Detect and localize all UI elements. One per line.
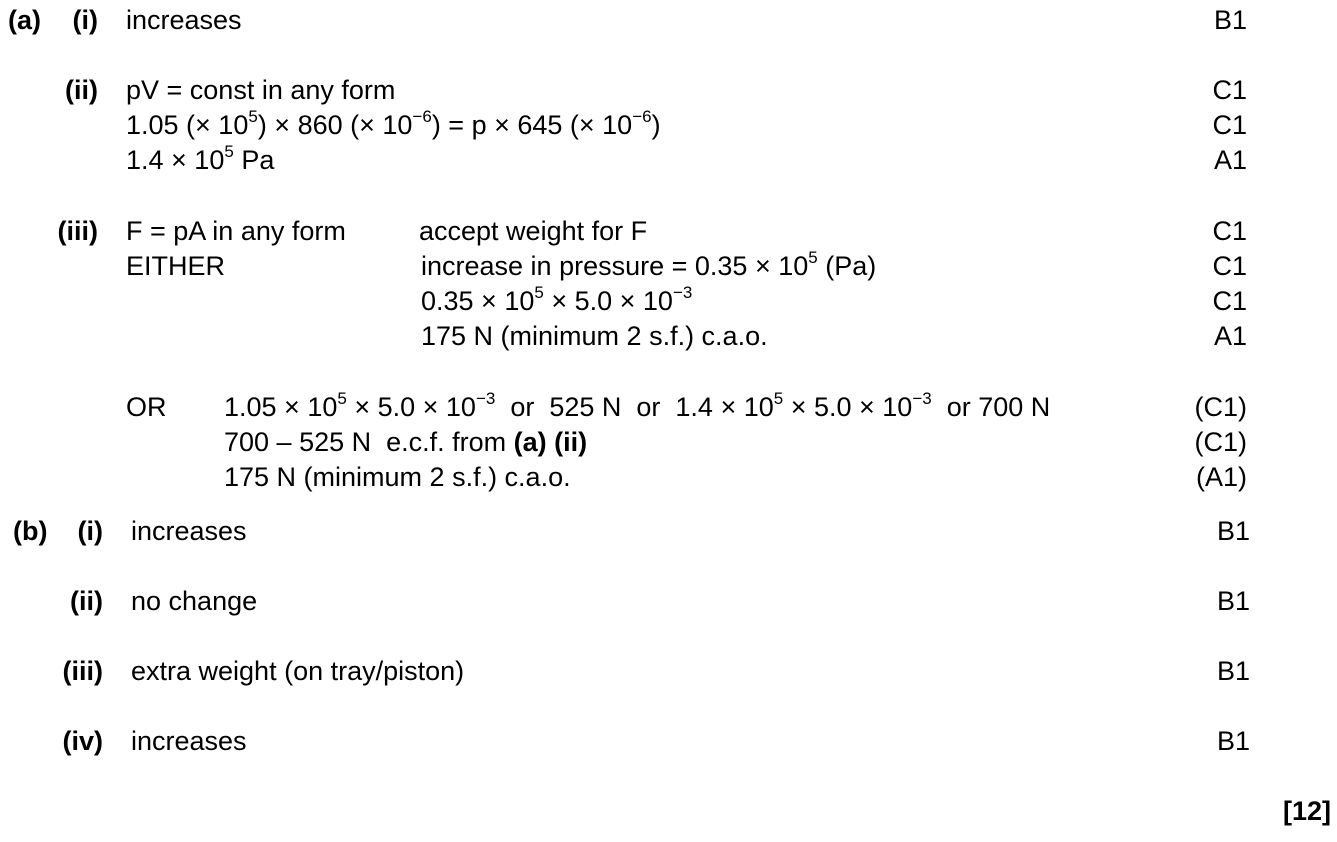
part-a-iii-or2-mark: (C1) — [1194, 427, 1247, 457]
part-b-ii-answer: no change — [131, 586, 258, 616]
part-b-i-label: (i) — [77, 516, 103, 546]
part-a-iii-either2-mark: C1 — [1212, 286, 1247, 316]
part-a-iii-either3-mark: A1 — [1213, 321, 1247, 351]
part-b-ii-mark: B1 — [1216, 586, 1250, 616]
part-a-i-mark: B1 — [1213, 5, 1247, 35]
part-a-ii-line1-mark: C1 — [1212, 75, 1247, 105]
part-a-ii-result: $1.4 \times 10^5$ Pa — [126, 142, 275, 175]
part-a-iii-line1-note: accept weight for F — [419, 216, 648, 246]
part-b-iv-mark: B1 — [1216, 726, 1250, 756]
part-a-iii-or-line2: 700 – 525 N e.c.f. from (a) (ii) — [224, 427, 588, 457]
part-b-iii-answer: extra weight (on tray/piston) — [131, 656, 465, 686]
part-b-iii-mark: B1 — [1216, 656, 1250, 686]
part-a-ii-line2-mark: C1 — [1212, 110, 1247, 140]
part-a-iii-line1-mark: C1 — [1212, 216, 1247, 246]
total-marks: [12] — [1282, 796, 1331, 826]
part-a-i-answer: increases — [126, 5, 242, 35]
part-a-iii-either-line1: increase in pressure = $0.35 \times 10^5$ (Pa) — [421, 248, 877, 281]
part-a-iii-or3-mark: (A1) — [1195, 462, 1247, 492]
part-b-label: (b) — [13, 516, 48, 546]
part-a-iii-or-label: OR — [126, 392, 167, 422]
part-a-iii-or-line3: 175 N (minimum 2 s.f.) c.a.o. — [224, 462, 571, 492]
part-b-i-answer: increases — [131, 516, 247, 546]
part-a-iii-label: (iii) — [57, 216, 98, 246]
part-a-iii-either-label: EITHER — [126, 251, 226, 281]
part-b-iv-answer: increases — [131, 726, 247, 756]
part-a-ii-line3-mark: A1 — [1213, 145, 1247, 175]
part-a-ii-line1: pV = const in any form — [126, 75, 396, 105]
part-a-ii-equation: 1.05 (× $10^5) \times 860$ (× $10^{-6}) = p \times 645$ (× $10^{-6}$) — [126, 107, 661, 140]
part-a-iii-either-line3: 175 N (minimum 2 s.f.) c.a.o. — [421, 321, 768, 351]
part-b-iii-label: (iii) — [62, 656, 103, 686]
part-a-label: (a) — [8, 5, 41, 35]
part-b-iv-label: (iv) — [62, 726, 103, 756]
part-a-iii-or-line1: $1.05 \times 10^5 \times 5.0 \times 10^{-3}$ or 525 N or $1.4 \times 10^5 \times 5.0 \times 10^{-3}$ or 700 N — [224, 389, 1051, 422]
part-a-iii-or1-mark: (C1) — [1194, 392, 1247, 422]
part-b-i-mark: B1 — [1216, 516, 1250, 546]
part-b-ii-label: (ii) — [70, 586, 103, 616]
part-a-iii-either-line2: $0.35 \times 10^5 \times 5.0 \times 10^{-3}$ — [421, 283, 693, 316]
part-a-iii-either1-mark: C1 — [1212, 251, 1247, 281]
part-a-iii-line1: F = pA in any form — [126, 216, 346, 246]
part-a-i-label: (i) — [72, 5, 98, 35]
part-a-ii-label: (ii) — [65, 75, 98, 105]
